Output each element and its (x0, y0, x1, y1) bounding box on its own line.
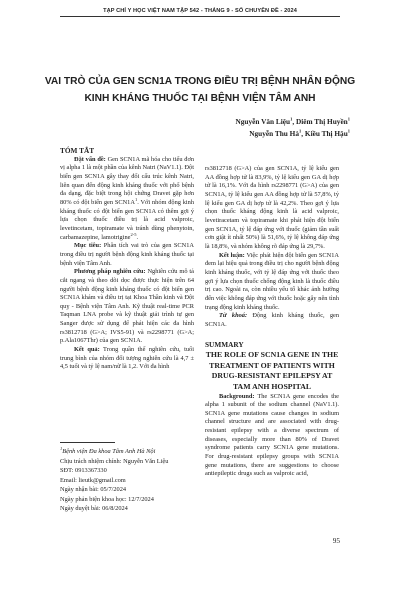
author-affiliation-sup: 1 (290, 116, 293, 122)
left-column (60, 147, 194, 372)
affiliation-sup: 1 (60, 445, 63, 451)
author-affiliation-sup: 1 (347, 128, 350, 134)
summary-title: THE ROLE OF SCN1A GENE IN THE TREATMENT OF PATIENTS WITH DRUG-RESISTANT EPILEPSY AT TAM ANH HOSPITAL (205, 350, 339, 391)
footnotes (60, 447, 200, 514)
abstract-methods (60, 268, 194, 346)
page-number: 95 (332, 536, 340, 545)
author-name: Nguyễn Thu Hà (249, 128, 299, 138)
summary-heading: SUMMARY (205, 340, 244, 350)
author-affiliation-sup: 1 (299, 128, 302, 134)
objective-text: Phân tích vai trò của gen SCN1A trong điều trị người bệnh động kinh kháng thuốc tại bệnh viện Tâm Anh. (60, 242, 195, 267)
abstract-heading: TÓM TẮT (60, 146, 95, 155)
corresponding-author: Chịu trách nhiệm chính: Nguyễn Văn Liệu (60, 457, 169, 465)
author-list (200, 116, 350, 140)
author-name: , Diêm Thị Huyền (292, 117, 348, 126)
background-text: Gen SCN1A mã hóa cho tiểu đơn vị alpha 1 là một phần của kênh Natri (NaV1.1). Đột biến gen SCN1A gây thay đổi cấu trúc kênh Natri, liên quan đến động kinh kháng thuốc với phổ bệnh đa dạng, đặc biệt trong hội chứng Dravet gặp hơn 80% có đột biến gen SCN1A (60, 155, 194, 206)
abstract-conclusion (205, 252, 339, 313)
author-affiliation-sup: 1 (347, 116, 350, 122)
abstract-results-continued: rs3812718 (G>A) của gen SCN1A, tỷ lệ kiểu gen AA đồng hợp tử là 83,9%, tỷ lệ kiểu gen GA dị hợp tử là 16,1%. Với đa hình rs2298771 (G>A) của gen SCN1A, tỷ lệ kiểu gen AA đồng hợp tử là 57,8%, tỷ lệ kiểu gen GA dị hợp tử là 42,2%. Theo gợi ý lựa chọn thuốc kháng động kinh là acid valproic, levetiracetam và topiramate khi phát hiện đột biến gen SCN1A, tỷ lệ đáp ứng với thuốc (giảm tần suất cơn giật ít nhất 50%) là 51,6%, tỷ lệ không đáp ứng là 18,8%, và nhóm không rõ đáp ứng là 29,7%. (205, 165, 339, 250)
conclusion-text: Việc phát hiện đột biến gen SCN1A đem lại hiệu quả trong điều trị cho người bệnh động kinh kháng thuốc, với tỷ lệ đáp ứng với thuốc theo gợi ý lựa chọn thuốc chống động kinh là thuốc điều trị cao. Ngoài ra, còn nhiều yếu tố khác ảnh hưởng đến việc không đáp ứng với thuốc hoặc gây nên tình trạng động kinh kháng thuốc. (205, 251, 339, 311)
phone: SĐT: 0913367330 (60, 467, 107, 474)
methods-label: Phương pháp nghiên cứu: (74, 268, 146, 276)
abstract-background (60, 156, 194, 243)
citation-sup: 2-5 (130, 231, 137, 237)
background-label: Đặt vấn đề: (74, 155, 106, 163)
email: Email: lieutk@gmail.com (60, 476, 126, 484)
article-title: VAI TRÒ CỦA GEN SCN1A TRONG ĐIỀU TRỊ BỆNH NHÂN ĐỘNG KINH KHÁNG THUỐC TẠI BỆNH VIỆN TÂM ANH (44, 76, 356, 104)
background-end: . (136, 233, 139, 241)
abstract-objective (60, 242, 194, 268)
author-line-1 (200, 116, 350, 128)
summary-background-text: The SCN1A gene encodes the alpha 1 subunit of the sodium channel (NaV1.1). SCN1A gene mutations cause changes in sodium channel structure and are associated with drug-resistant epilepsy with a diverse spectrum of diseases, especially more than 80% of Dravet syndrome patients carry SCN1A gene mutations. For drug-resistant epilepsy groups with SCN1A gene mutations, there are suggestions to choose antiepileptic drugs such as valproic acid, (205, 392, 339, 478)
footnote-divider (60, 442, 115, 443)
abstract-results (60, 346, 194, 372)
author-name: Nguyễn Văn Liệu (235, 117, 291, 126)
summary-background (205, 393, 339, 480)
affiliation-text: Bệnh viện Đa khoa Tâm Anh Hà Nội (62, 448, 156, 455)
author-name: , Kiều Thị Hậu (301, 128, 348, 138)
right-column (205, 165, 339, 479)
summary-background-label: Background: (219, 392, 255, 400)
reviewed-date: Ngày phản biện khoa học: 12/7/2024 (60, 495, 154, 503)
header-divider (60, 16, 340, 17)
objective-label: Mục tiêu: (74, 242, 102, 250)
journal-header: TẠP CHÍ Y HỌC VIỆT NAM TẬP 542 - THÁNG 9 - SỐ CHUYÊN ĐỀ - 2024 (103, 8, 297, 14)
abstract-keywords (205, 312, 339, 329)
author-line-2 (200, 128, 350, 140)
accepted-date: Ngày duyệt bài: 06/8/2024 (60, 505, 128, 512)
results-text: Trong quần thể nghiên cứu, tuổi trung bình của nhóm đối tượng nghiên cứu là 4,7 ± 4,5 tuổi và tỷ lệ nam/nữ là 1,2. Với đa hình (60, 346, 194, 371)
affiliation-note (60, 447, 200, 457)
results-label: Kết quả: (74, 346, 100, 354)
background-text-2: . Với nhóm động kinh kháng thuốc có đột biến gen SCN1A có thêm gợi ý lựa chọn thuốc điều trị là acid valproic, levetincetam, topiramate và tránh dùng phenytoin, carbamazepine, lamotrigine (60, 198, 194, 241)
keywords-label: Từ khoá: (219, 312, 248, 320)
citation-sup: 1 (134, 196, 138, 202)
methods-text: Nghiên cứu mô tả cắt ngang và theo dõi dọc được thực hiện trên 64 người bệnh động kinh kháng thuốc có đột biến gen SCN1A khám và điều trị tại Khoa Thần kinh và Đột quỵ - Bệnh viện Tâm Anh. Kỹ thuật real-time PCR Taqman LNA probe và kỹ thuật giải trình tự gen Sanger được sử dụng để phát hiện các đa hình rs3812718 (G>A; IVS5-91) và rs2298771 (G>A; p.Ala1067Thr) của gen SCN1A. (60, 268, 194, 345)
conclusion-label: Kết luận: (219, 251, 245, 259)
keywords-text: Động kinh kháng thuốc, gen SCN1A. (205, 312, 339, 328)
received-date: Ngày nhận bài: 05/7/2024 (60, 486, 127, 493)
